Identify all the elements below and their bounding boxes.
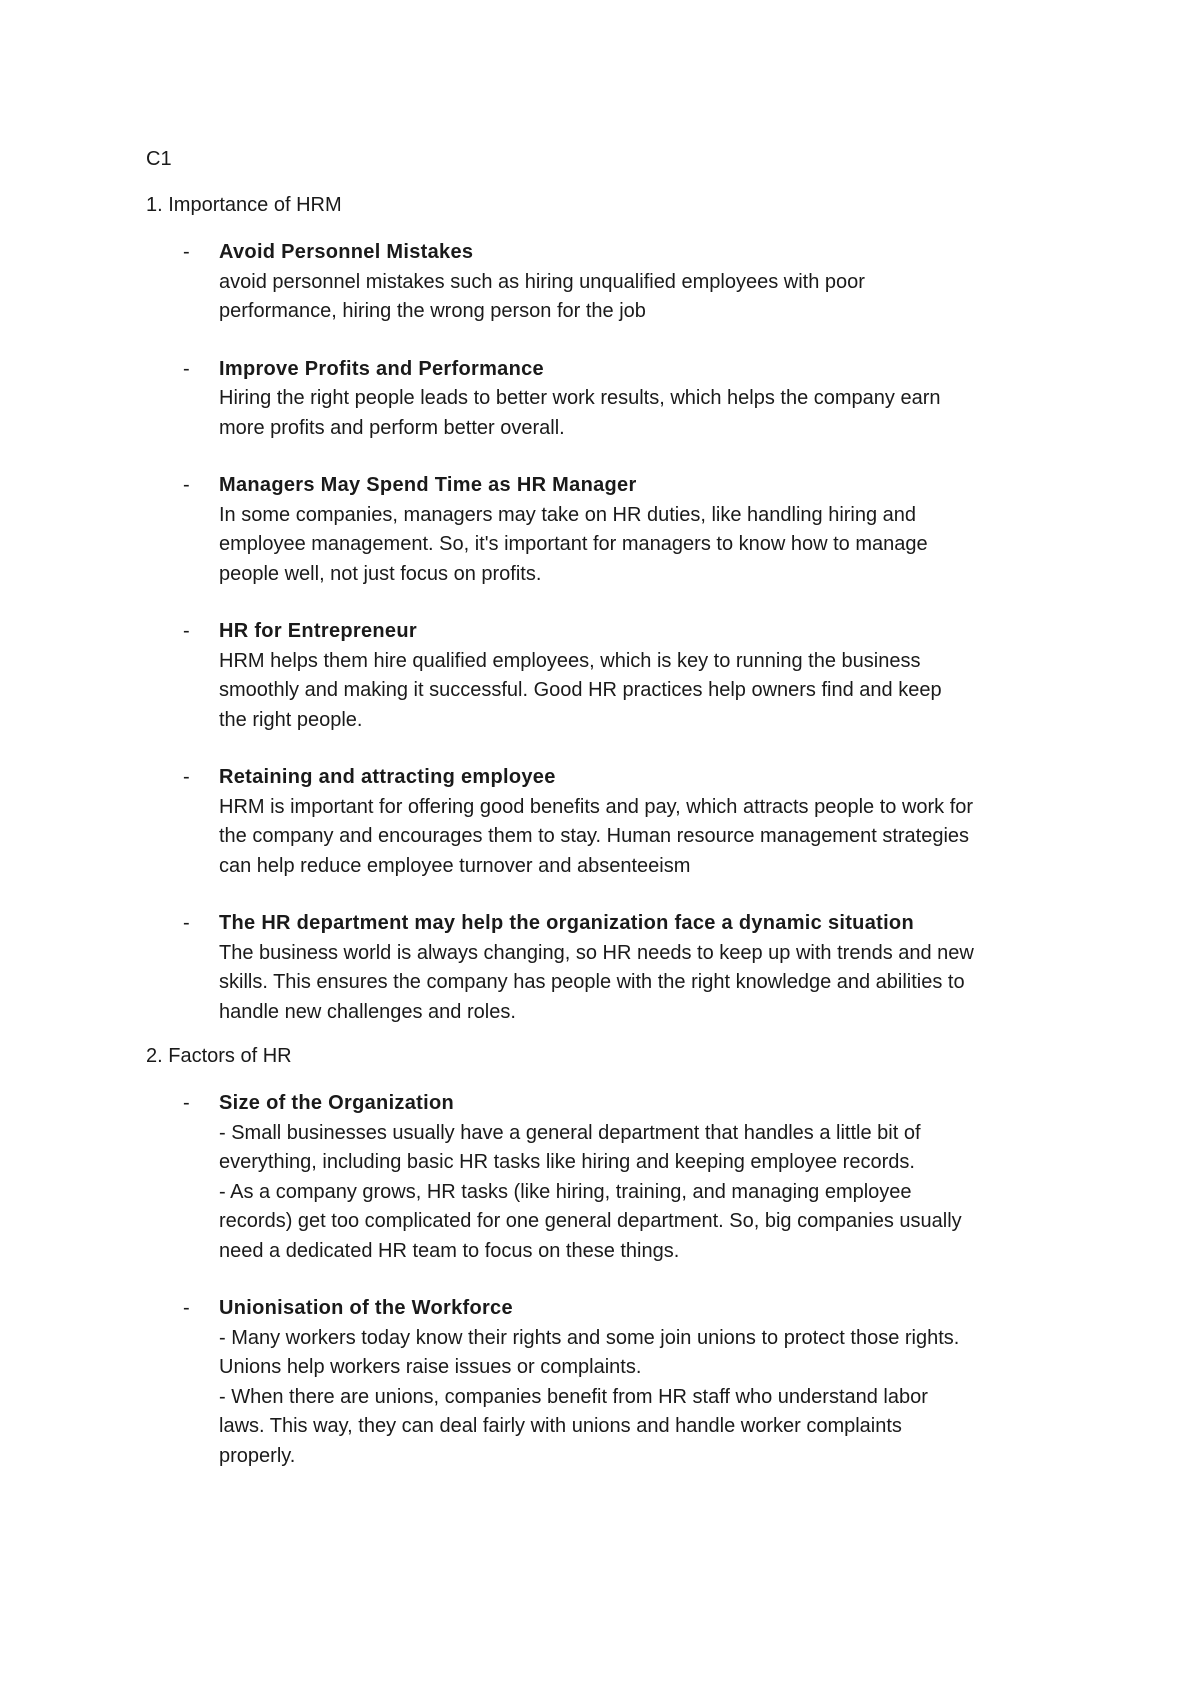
- section-heading: 2. Factors of HR: [146, 1045, 292, 1067]
- item-title: Avoid Personnel Mistakes: [219, 241, 474, 263]
- section-heading: 1. Importance of HRM: [146, 194, 342, 216]
- item-body: - Many workers today know their rights and some join unions to protect those rights. Unions help workers raise issues or complaints. - When there are unions, companies benefit from HR staff who understand labor laws. This way, they can deal fairly with unions and handle worker complaints properly.: [219, 1326, 960, 1467]
- item-body: Hiring the right people leads to better work results, which helps the company earn more profits and perform better overall.: [219, 387, 941, 439]
- list-item: [146, 617, 1066, 735]
- bullet-dash: -: [183, 241, 190, 263]
- section-importance-of-hrm: [146, 192, 1066, 1027]
- item-title: Retaining and attracting employee: [219, 766, 556, 788]
- document-content: [146, 146, 1066, 1487]
- item-title: Improve Profits and Performance: [219, 357, 544, 380]
- item-body: HRM is important for offering good benefits and pay, which attracts people to work for the company and encourages them to stay. Human resource management strategies can help reduce employee turnover and absenteeism: [219, 795, 974, 877]
- list-item: [146, 763, 1066, 881]
- item-title: The HR department may help the organization face a dynamic situation: [219, 912, 914, 934]
- list-item: [146, 1294, 1066, 1471]
- section-factors-of-hr: [146, 1043, 1066, 1471]
- list-item: [146, 238, 1066, 327]
- bullet-dash: -: [183, 620, 190, 642]
- bullet-dash: -: [183, 1297, 190, 1319]
- bullet-dash: -: [183, 766, 190, 788]
- document-title: C1: [146, 148, 172, 170]
- bullet-dash: -: [183, 1092, 190, 1114]
- item-body: The business world is always changing, so HR needs to keep up with trends and new skills. This ensures the company has people with the right knowledge and abilities to handle new challenges and roles.: [219, 941, 974, 1023]
- item-body: avoid personnel mistakes such as hiring unqualified employees with poor performance, hiring the wrong person for the job: [219, 270, 865, 322]
- bullet-dash: -: [183, 357, 190, 380]
- item-title: HR for Entrepreneur: [219, 620, 417, 642]
- list-item: [146, 471, 1066, 589]
- item-title: Unionisation of the Workforce: [219, 1297, 513, 1319]
- list-item: [146, 1089, 1066, 1266]
- item-body: HRM helps them hire qualified employees, which is key to running the business smoothly and making it successful. Good HR practices help owners find and keep the right people.: [219, 649, 942, 731]
- bullet-dash: -: [183, 912, 190, 934]
- item-body: - Small businesses usually have a general department that handles a little bit of everything, including basic HR tasks like hiring and keeping employee records. - As a company grows, HR tasks (like hiring, training, and managing employee records) get too complicated for one general department. So, big companies usually need a dedicated HR team to focus on these things.: [219, 1121, 962, 1262]
- item-body: In some companies, managers may take on HR duties, like handling hiring and employee management. So, it's important for managers to know how to manage people well, not just focus on profits.: [219, 503, 928, 585]
- list-item: [146, 909, 1066, 1027]
- item-title: Managers May Spend Time as HR Manager: [219, 474, 637, 496]
- item-title: Size of the Organization: [219, 1092, 454, 1114]
- list-item: [146, 355, 1066, 444]
- bullet-dash: -: [183, 474, 190, 496]
